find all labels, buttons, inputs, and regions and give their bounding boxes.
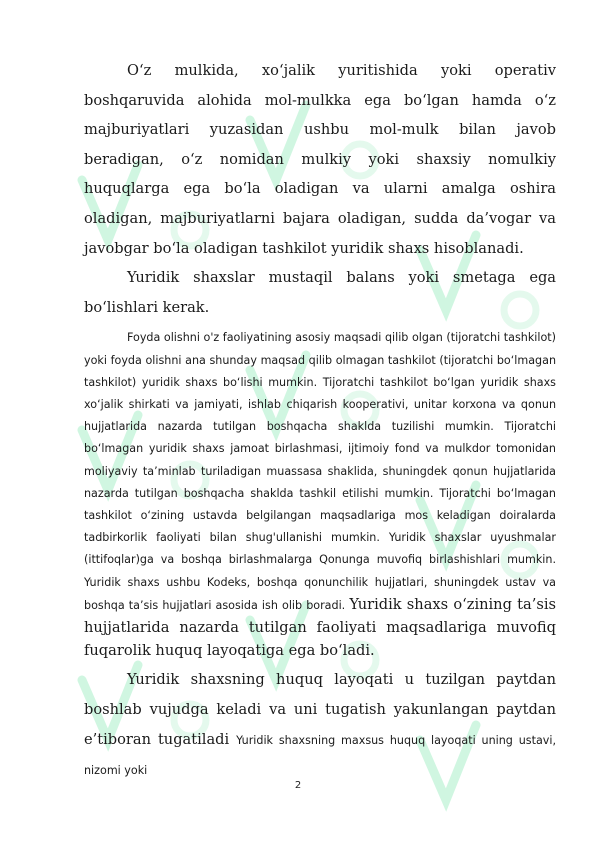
document-body: [84, 56, 556, 786]
paragraph-legal-entity-definition: O‘z mulkida, xo‘jalik yuritishida yoki operativ boshqaruvida alohida mol-mulkka ega bo‘lgan hamda o‘z majburiyatlari yuzasidan ushbu mol-mulk bilan javob beradigan, o‘z nomidan mulkiy yoki shaxsiy nomulkiy huquqlarga ega bo‘la oladigan va ularni amalga oshira oladigan, majburiyatlarni bajara oladigan, sudda da’vogar va javobgar bo‘la oladigan tashkilot yuridik shaxs hisoblanadi.: [84, 62, 556, 257]
special-capacity-text: Yuridik shaxsning maxsus huquq layoqati uning ustavi, nizomi yoki: [84, 733, 556, 778]
paragraph-balance-requirement: Yuridik shaxslar mustaqil balans yoki smetaga ega bo‘lishlari kerak.: [84, 269, 556, 316]
capacity-origin-text: Yuridik shaxsning huquq layoqati u tuzilgan paytdan boshlab vujudga keladi va uni tugatish yakunlangan paytdan e’tiboran tugatiladi: [84, 671, 556, 748]
paragraph-capacity-origin: [84, 665, 556, 785]
legal-capacity-text: Yuridik shaxs o‘zining ta’sis hujjatlarida nazarda tutilgan faoliyati maqsadlariga muvofiq fuqarolik huquq layoqatiga ega bo‘ladi.: [84, 595, 556, 660]
page-number: 2: [294, 780, 302, 791]
paragraph-entity-types: [84, 327, 556, 663]
entity-types-text: Foyda olishni o'z faoliyatining asosiy maqsadi qilib olgan (tijoratchi tashkilot) yoki foyda olishni ana shunday maqsad qilib olmagan tashkilot (tijoratchi bo‘lmagan tashkilot) yuridik shaxs bo‘lishi mumkin. Tijoratchi tashkilot bo‘lgan yuridik shaxs xo‘jalik shirkati va jamiyati, ishlab chiqarish kooperativi, unitar korxona va qonun hujjatlarida nazarda tutilgan boshqacha shaklda tuzilishi mumkin. Tijoratchi bo‘lmagan yuridik shaxs jamoat birlashmasi, ijtimoiy fond va mulkdor tomonidan moliyaviy ta’minlab turiladigan muassasa shaklida, shuningdek qonun hujjatlarida nazarda tutilgan boshqacha shaklda tashkil etilishi mumkin. Tijoratchi bo‘lmagan tashkilot o‘zining ustavda belgilangan maqsadlariga mos keladigan doiralarda tadbirkorlik faoliyati bilan shug'ullanishi mumkin. Yuridik shaxslar uyushmalar (ittifoqlar)ga va boshqa birlashmalarga Qonunga muvofiq birlashishlari mumkin. Yuridik shaxs ushbu Kodeks, boshqa qonunchilik hujjatlari, shuningdek ustav va boshqa ta’sis hujjatlari asosida ish olib boradi.: [84, 331, 556, 612]
